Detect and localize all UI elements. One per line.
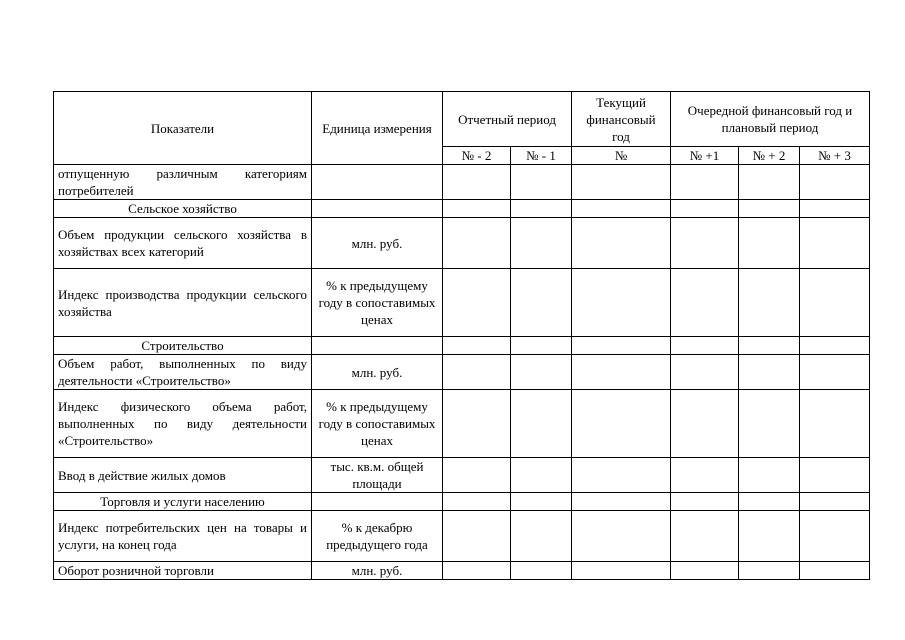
value-cell [800,562,870,580]
unit-cell [312,165,443,200]
value-cell [739,493,800,511]
value-cell [800,390,870,458]
value-cell [572,269,671,337]
next-year-header: Очередной финансовый год и плановый период [671,92,870,147]
value-cell [800,458,870,493]
unit-cell: % к декабрю предыдущего года [312,511,443,562]
value-cell [511,562,572,580]
value-cell [443,493,511,511]
indicators-header: Показатели [54,92,312,165]
section-title: Строительство [54,337,312,355]
indicator-cell: Ввод в действие жилых домов [54,458,312,493]
value-cell [572,218,671,269]
indicator-cell: Индекс физического объема работ, выполненных по виду деятельности «Строительство» [54,390,312,458]
value-cell [511,390,572,458]
table-row [54,511,870,562]
value-cell [511,165,572,200]
value-cell [739,218,800,269]
col-year-plus-3: № + 3 [800,147,870,165]
indicator-cell: Индекс производства продукции сельского хозяйства [54,269,312,337]
value-cell [572,390,671,458]
value-cell [572,511,671,562]
value-cell [443,218,511,269]
value-cell [443,511,511,562]
value-cell [443,165,511,200]
value-cell [572,355,671,390]
header-row [54,92,870,147]
current-year-header: Текущий финансовый год [572,92,671,147]
value-cell [443,562,511,580]
unit-cell: млн. руб. [312,218,443,269]
value-cell [511,511,572,562]
value-cell [800,269,870,337]
value-cell [511,493,572,511]
value-cell [739,390,800,458]
value-cell [739,562,800,580]
value-cell [671,390,739,458]
value-cell [671,200,739,218]
value-cell [572,458,671,493]
section-row [54,200,870,218]
table-row [54,269,870,337]
unit-cell [312,337,443,355]
section-title: Сельское хозяйство [54,200,312,218]
value-cell [739,337,800,355]
indicator-cell: Объем работ, выполненных по виду деятельности «Строительство» [54,355,312,390]
col-year-minus-1: № - 1 [511,147,572,165]
table-row [54,218,870,269]
value-cell [671,165,739,200]
value-cell [443,269,511,337]
value-cell [671,493,739,511]
unit-cell: млн. руб. [312,562,443,580]
value-cell [800,493,870,511]
col-year-current: № [572,147,671,165]
value-cell [671,562,739,580]
section-row [54,337,870,355]
section-row [54,493,870,511]
value-cell [739,458,800,493]
value-cell [511,458,572,493]
value-cell [671,269,739,337]
table-row [54,355,870,390]
table-body [54,165,870,580]
reporting-period-header: Отчетный период [443,92,572,147]
unit-cell: % к предыдущему году в сопоставимых ценах [312,390,443,458]
unit-cell: млн. руб. [312,355,443,390]
value-cell [443,458,511,493]
value-cell [671,511,739,562]
value-cell [443,337,511,355]
value-cell [511,337,572,355]
value-cell [572,562,671,580]
indicator-cell: Оборот розничной торговли [54,562,312,580]
value-cell [572,493,671,511]
value-cell [443,355,511,390]
value-cell [800,337,870,355]
value-cell [800,218,870,269]
unit-cell: % к предыдущему году в сопоставимых ценах [312,269,443,337]
table-row [54,165,870,200]
value-cell [739,269,800,337]
value-cell [739,165,800,200]
value-cell [443,200,511,218]
value-cell [511,355,572,390]
unit-cell [312,493,443,511]
value-cell [671,218,739,269]
value-cell [671,355,739,390]
value-cell [572,200,671,218]
indicator-cell: Объем продукции сельского хозяйства в хозяйствах всех категорий [54,218,312,269]
value-cell [671,337,739,355]
col-year-plus-2: № + 2 [739,147,800,165]
value-cell [572,165,671,200]
unit-header: Единица измерения [312,92,443,165]
forecast-table [53,91,870,580]
value-cell [511,269,572,337]
value-cell [739,200,800,218]
unit-cell: тыс. кв.м. общей площади [312,458,443,493]
value-cell [800,165,870,200]
value-cell [671,458,739,493]
table-row [54,458,870,493]
section-title: Торговля и услуги населению [54,493,312,511]
value-cell [800,355,870,390]
value-cell [800,200,870,218]
unit-cell [312,200,443,218]
value-cell [739,511,800,562]
value-cell [511,218,572,269]
table-row [54,562,870,580]
value-cell [443,390,511,458]
indicator-cell: отпущенную различным категориям потребителей [54,165,312,200]
value-cell [572,337,671,355]
indicator-cell: Индекс потребительских цен на товары и услуги, на конец года [54,511,312,562]
col-year-minus-2: № - 2 [443,147,511,165]
value-cell [800,511,870,562]
value-cell [739,355,800,390]
value-cell [511,200,572,218]
col-year-plus-1: № +1 [671,147,739,165]
table-row [54,390,870,458]
